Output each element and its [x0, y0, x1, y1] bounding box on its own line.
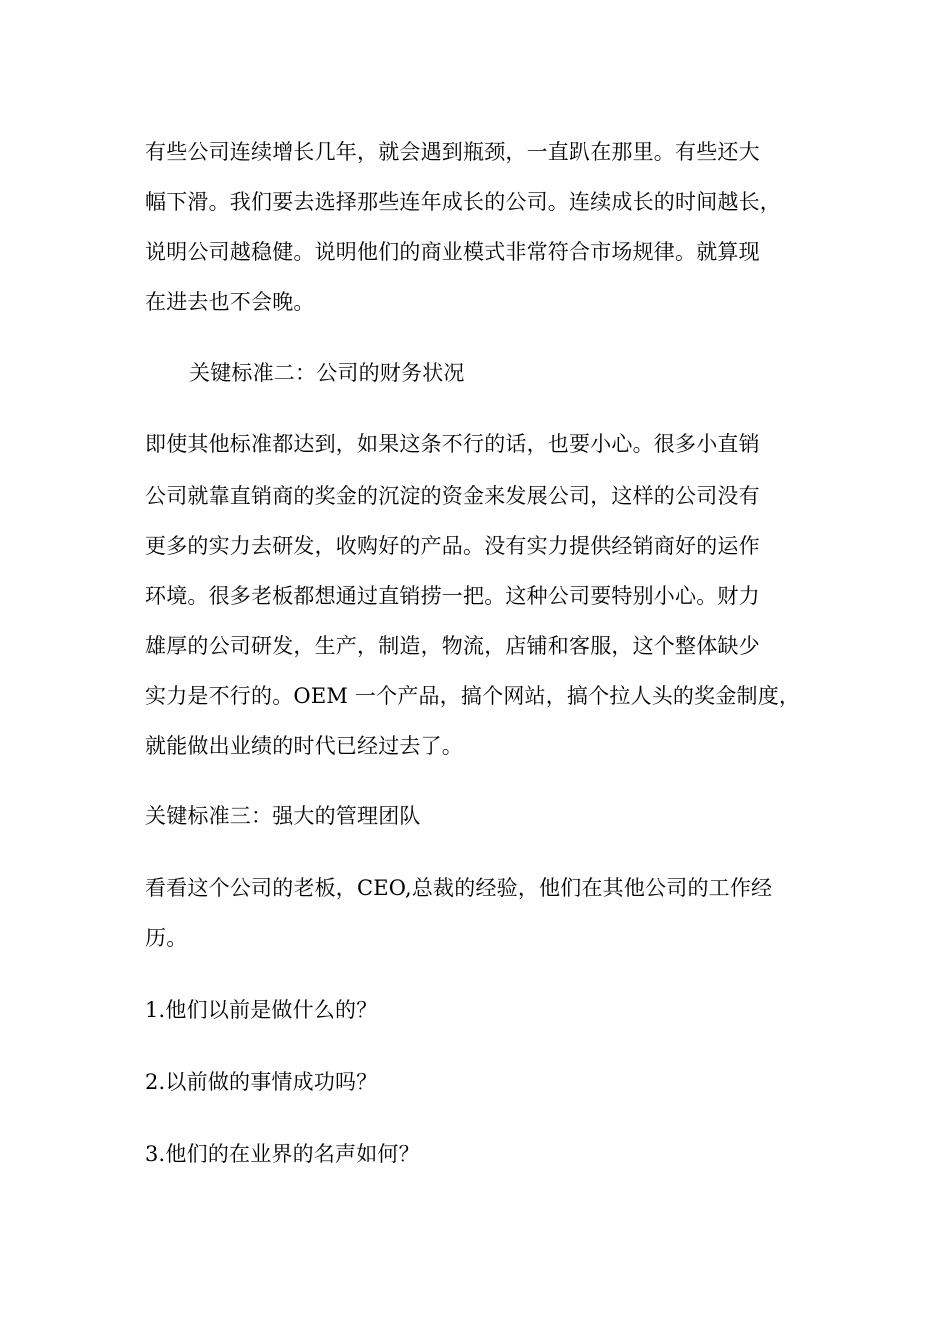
paragraph-2-line-6: 实力是不行的。OEM 一个产品，搞个网站，搞个拉人头的奖金制度，: [145, 684, 801, 708]
paragraph-1-line-1: 有些公司连续增长几年，就会遇到瓶颈，一直趴在那里。有些还大: [145, 140, 760, 164]
paragraph-1-line-4: 在进去也不会晚。: [145, 290, 315, 314]
heading-criterion-3: 关键标准三：强大的管理团队: [145, 804, 421, 828]
question-3: 3.他们的在业界的名声如何？: [145, 1142, 420, 1166]
paragraph-3-line-2: 历。: [145, 926, 188, 950]
paragraph-1-line-2: 幅下滑。我们要去选择那些连年成长的公司。连续成长的时间越长，: [145, 190, 781, 214]
heading-criterion-2: 关键标准二：公司的财务状况: [189, 361, 465, 385]
paragraph-2-line-1: 即使其他标准都达到，如果这条不行的话，也要小心。很多小直销: [145, 432, 760, 456]
question-1: 1.他们以前是做什么的？: [145, 998, 378, 1022]
paragraph-2-line-4: 环境。很多老板都想通过直销捞一把。这种公司要特别小心。财力: [145, 584, 760, 608]
question-2: 2.以前做的事情成功吗？: [145, 1070, 378, 1094]
paragraph-1-line-3: 说明公司越稳健。说明他们的商业模式非常符合市场规律。就算现: [145, 240, 760, 264]
paragraph-3-line-1: 看看这个公司的老板，CEO,总裁的经验，他们在其他公司的工作经: [145, 876, 773, 900]
paragraph-2-line-5: 雄厚的公司研发，生产，制造，物流，店铺和客服，这个整体缺少: [145, 634, 760, 658]
paragraph-2-line-3: 更多的实力去研发，收购好的产品。没有实力提供经销商好的运作: [145, 534, 760, 558]
paragraph-2-line-7: 就能做出业绩的时代已经过去了。: [145, 734, 463, 758]
paragraph-2-line-2: 公司就靠直销商的奖金的沉淀的资金来发展公司，这样的公司没有: [145, 484, 760, 508]
